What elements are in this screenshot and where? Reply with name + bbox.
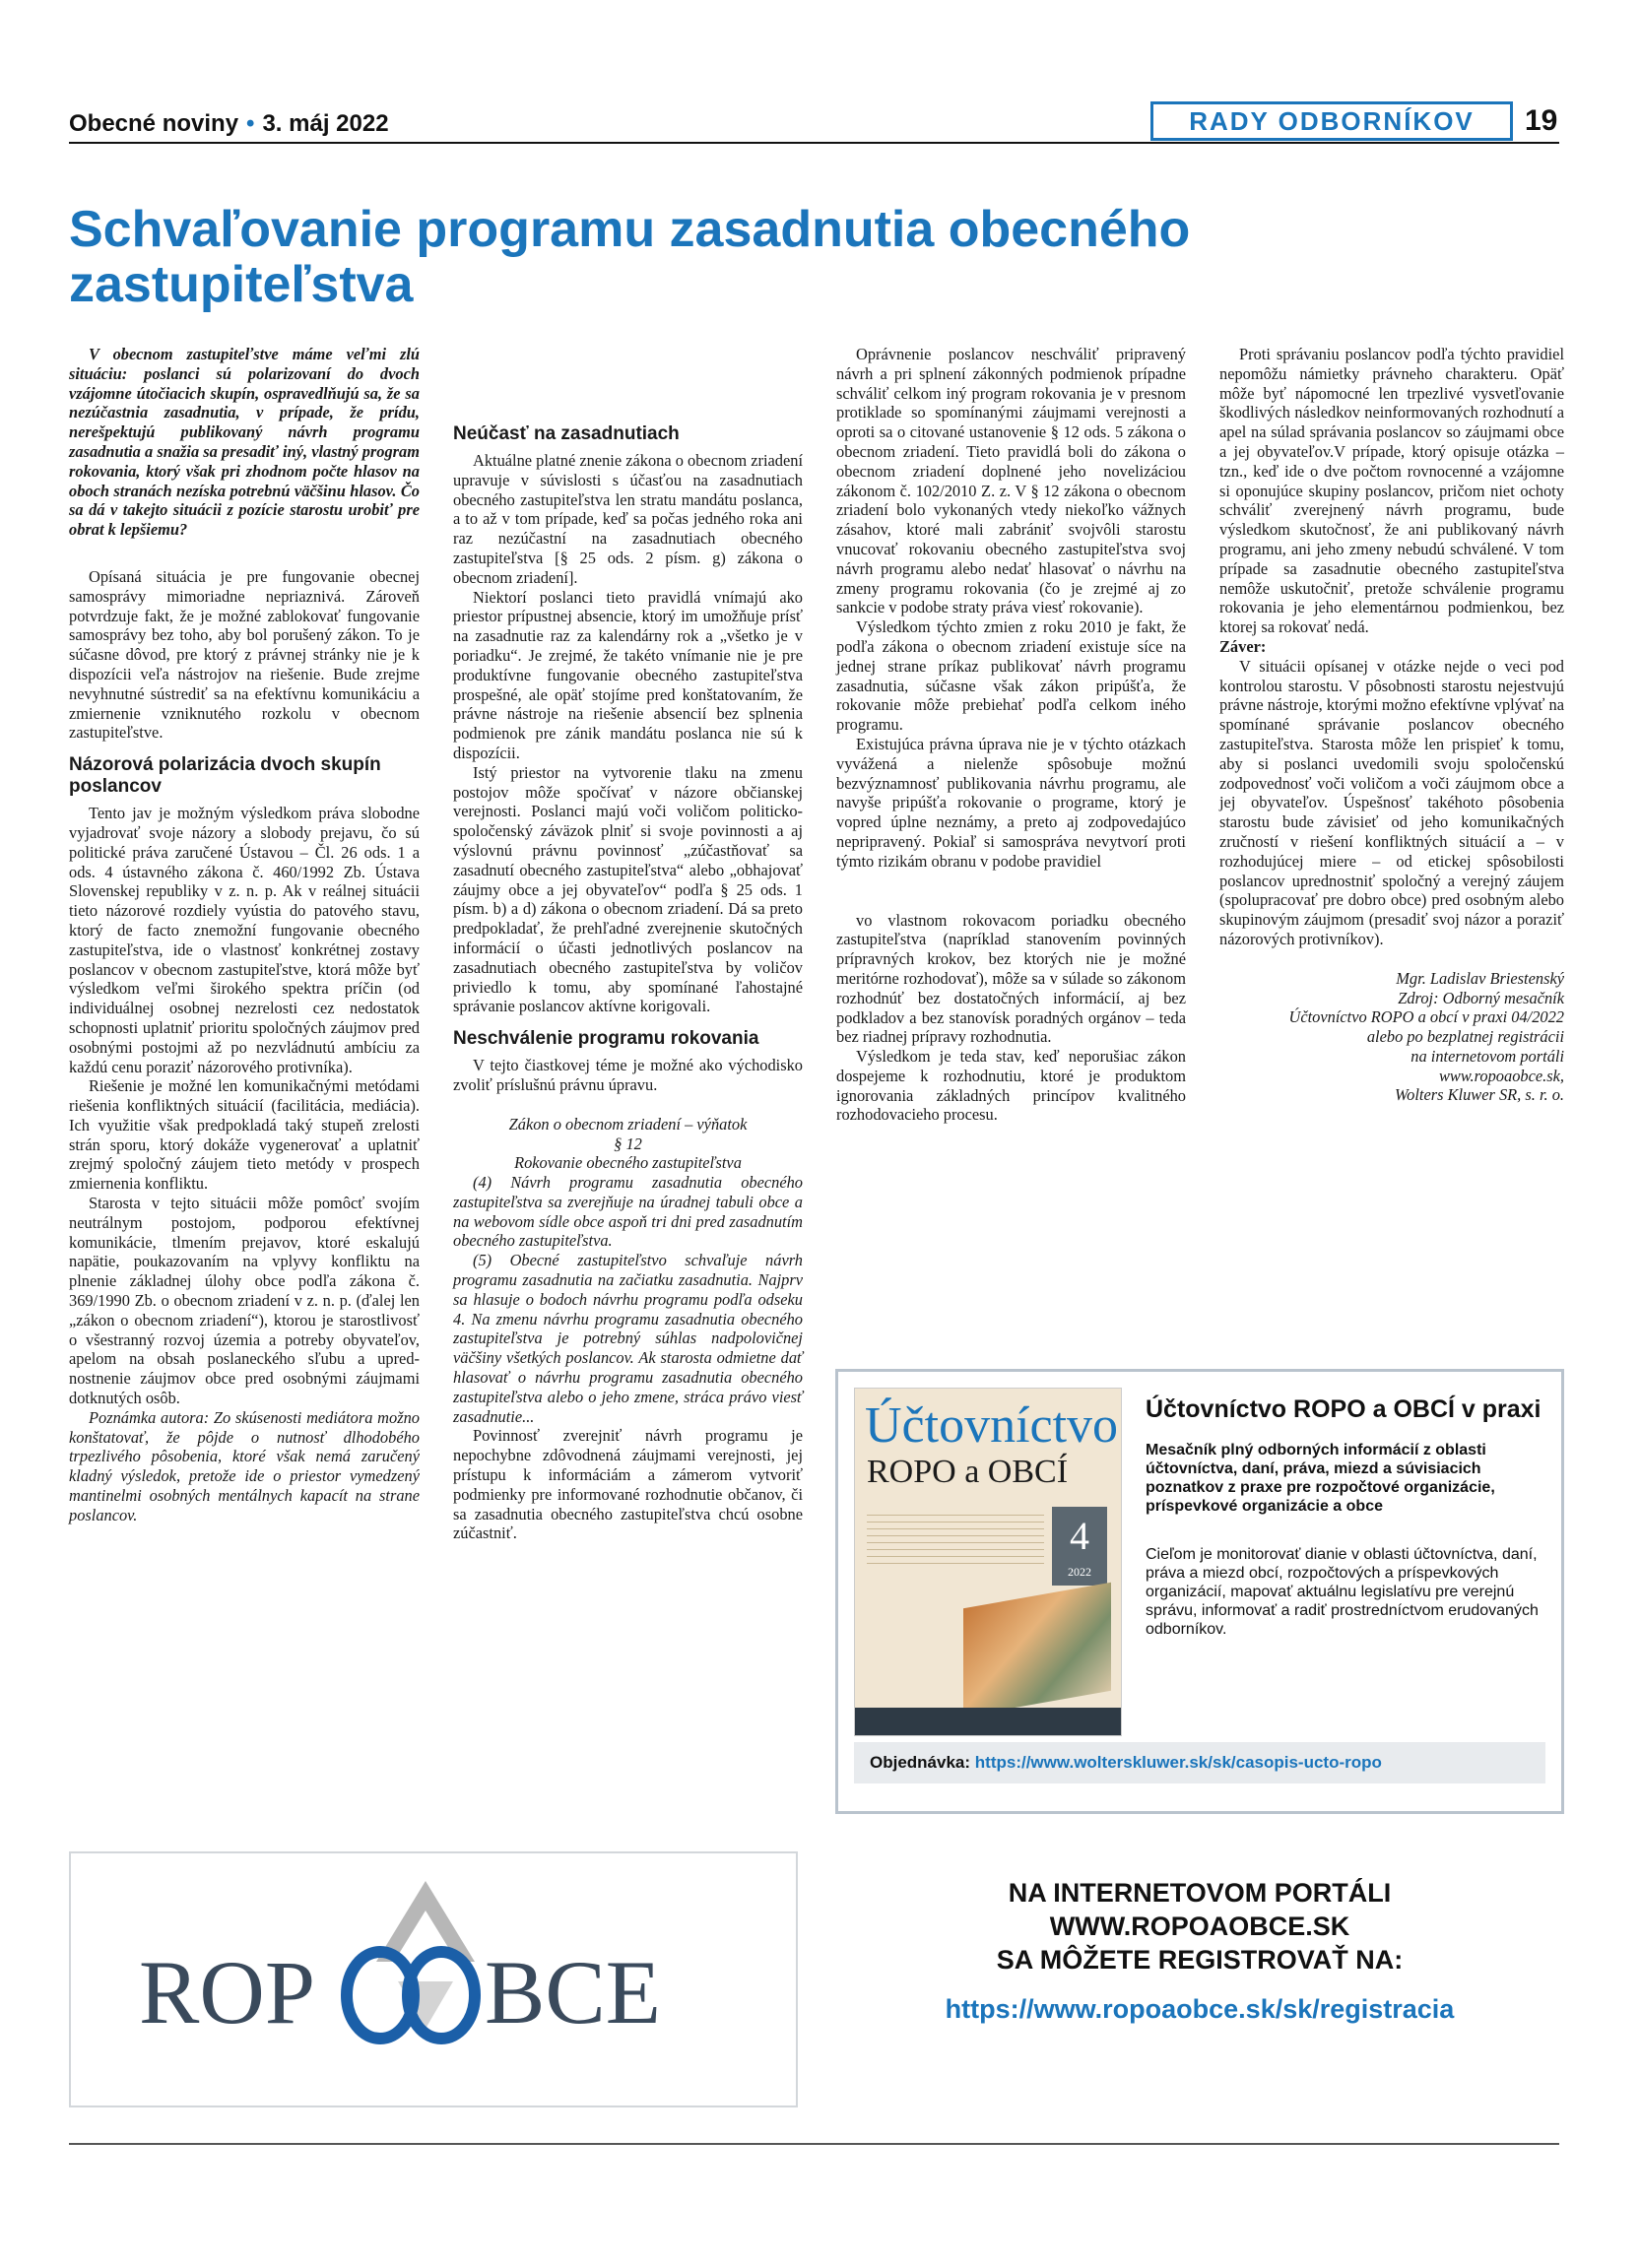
portal-line: NA INTERNETOVOM PORTÁLI (1008, 1878, 1392, 1908)
magazine-cover-image (854, 1388, 1122, 1736)
article-paragraph: Niektorí poslanci tieto pravidlá vnímajú ako priestor prípustnej absencie, ktorý im umožňuje prísť na zasadnutie raz za kalendárny rok a „všetko je v poriadku“. Je zrejmé, že takéto vnímanie nie je pre produktívne fungovanie obecného zastupiteľstva prospešné, ale opäť stojíme pred konštatovaním, že právne nástroje na riešenie absencií bez splnenia podmienok pre zánik mandátu poslanca nie sú k dispozícii. (453, 587, 803, 762)
law-paragraph-5: (5) Obecné zastupiteľstvo schvaľuje návrh programu zasadnutia na začiatku zasadnutia. Najprv sa hlasuje o bodoch návrhu programu podľa odseku 4. Na zmenu návrhu programu zasadnutia obecného zastupiteľstva je potrebný súhlas nadpolovičnej väčšiny všetkých poslancov. Ak starosta odmietne dať hlasovať o návrhu programu zasadnutia obecného zastupiteľstva alebo o jeho zmene, stráca právo viesť zasadnutie... (453, 1251, 803, 1426)
article-column-4 (1219, 345, 1564, 1105)
footer-rule (69, 2143, 1559, 2145)
article-title: Schvaľovanie programu zasadnutia obecného zastupiteľstva (69, 201, 1191, 313)
article-paragraph: Aktuálne platné znenie zákona o obecnom zriadení upravuje v súvislosti s účasťou na zasadnutiach obecného zastupiteľstva len stratu mandátu poslanca, a to až v tom prípade, keď sa počas jedného roka ani raz nezúčastní na zasadnutiach obecného zastupiteľstva [§ 25 ods. 2 písm. g) zákona o obecnom zriadení]. (453, 451, 803, 587)
ad-description: Cieľom je monitorovať dianie v oblasti účtovníctva, daní, práva a miezd obcí, rozpočtových a príspevkových organizácií, mapovať aktuálnu legislatívu pre verejnú správu, informovať a radiť prostredníctvom erudovaných odborníkov. (1146, 1546, 1539, 1638)
order-link[interactable]: https://www.wolterskluwer.sk/sk/casopis-ucto-ropo (974, 1753, 1382, 1772)
article-paragraph: Riešenie je možné len komunikačnými metódami riešenia konfliktných situácií (facilitácia, mediácia). Ich využitie však predpokladá taký stupeň zrelosti strán sporu, ktorý dokáže vygenerovať a uplatniť zrejmý spoločný záujem tieto metódy v prospech zmiernenia konfliktu. (69, 1076, 420, 1194)
logo-text-left: ROP (139, 1942, 315, 2042)
author-note: Poznámka autora: Zo skúsenosti mediátora možno konštatovať, že pôjde o nutnosť dlhodobého trpezlivého pôsobenia, ktoré však nemá zaručený kladný výsledok, pretože ide o priestor vymedzený mantinelmi osobných mentálnych kapacít na strane poslancov. (69, 1407, 420, 1524)
cover-illustration (963, 1583, 1111, 1717)
article-paragraph: Existujúca právna úprava nie je v týchto otázkach vyvážená a nielenže spôsobuje možnú bezvýznamnosť publikovania návrhu programu, ale navyše pripúšťa rokovanie o programe, ktorý je vopred úplne neznámy, a preto aj zodpovedajúco nepripravený. Pokiaľ si samospráva nevytvorí proti týmto rizikám obranu v podobe pravidiel (836, 734, 1186, 871)
source-line: Zdroj: Odborný mesačník (1398, 988, 1564, 1007)
conclusion-label: Záver: (1219, 636, 1267, 656)
source-line: na internetovom portáli (1410, 1046, 1564, 1066)
ad-title: Účtovníctvo ROPO a OBCÍ v praxi (1146, 1395, 1542, 1423)
ad-subtitle: Mesačník plný odborných informácií z oblasti účtovníctva, daní, práva, miezd a súvisiacich poznatkov z praxe pre rozpočtové organizácie, príspevkové organizácie a obce (1146, 1442, 1495, 1515)
article-paragraph: vo vlastnom rokovacom poriadku obecného zastupiteľstva (napríklad stanovením povinných prípravných krokov, bez ktorých nie je možné meritórne rozhodovať), môže sa v súlade so zákonom rozhodnúť bez dostatočných informácií, aj bez podkladov a bez stanovísk poradných orgánov – teda bez riadnej prípravy rozhodnutia. (836, 910, 1186, 1047)
law-name: Rokovanie obecného zastupiteľstva (514, 1153, 742, 1173)
article-paragraph: Proti správaniu poslancov podľa týchto pravidiel nepomôžu námietky právneho charakteru. Opäť môže byť nápomocné len trpezlivé vysvetľovanie škodlivých následkov neinformovaných rozhodnutí a apel na súlad správania poslancov so záujmami obce a jej obyvateľov.V prípade, ktorý opisuje otázka – tzn., keď ide o dve počtom rovnocenné a vzájomne si oponujúce skupiny poslancov, pričom niet ochoty schváliť zverejnený návrh programu, bude výsledkom skutočnosť, že ani publikovaný návrh programu, ani jeho zmeny nebudú schválené. V tom prípade sa zasadnutie obecného zastupiteľstva nemôže uskutočniť, pretože schválenie programu rokovania je jeho elementárnou podmienkou, bez ktorej sa rokovať nedá. (1219, 345, 1564, 637)
cover-title: Účtovníctvo (865, 1397, 1119, 1454)
order-label: Objednávka: (870, 1753, 971, 1772)
article-paragraph: Výsledkom týchto zmien z roku 2010 je fakt, že podľa zákona o obecnom zriadení existuje síce na jednej strane príkaz publikovať návrh programu zasadnutia, súčasne však zákon pripúšťa, že rokovanie môže prebiehať podľa celkom iného programu. (836, 617, 1186, 735)
article-paragraph: Povinnosť zverejniť návrh programu je nepochybne zdôvodnená záujmami verejnosti, jej prístupu k informáciám a zámerom vytvoriť podmienky pre informované rozhodnutie občanov, či sa zasadnutia obecného zastupiteľstva chcú osobne zúčastniť. (453, 1426, 803, 1543)
article-paragraph: V situácii opísanej v otázke nejde o veci pod kontrolou starostu. V pôsobnosti starostu nejestvujú právne nástroje, ktorými možno efektívne vplývať na spomínané správanie poslancov obecného zastupiteľstva. Starosta môže len prispieť k tomu, aby si poslanci uvedomili svoju spoločenskú zodpovednosť voči voličom a voči záujmom obce a jej obyvateľov. Úspešnosť takéhoto pôsobenia starostu bude závisieť od jeho komunikačných zručností v riešení konfliktných situácií a – v rozhodujúcej miere – od etickej spôsobilosti poslancov uprednostniť spoločný a verejný záujem (spolupracovať pre dobro obce) pred osobným alebo skupinovým záujmom (presadiť svoj názor a poraziť názorových protivníkov). (1219, 656, 1564, 948)
portal-line: WWW.ROPOAOBCE.SK (1049, 1912, 1350, 1941)
portal-registration-info (835, 1876, 1564, 2026)
article-paragraph: Istý priestor na vytvorenie tlaku na zmenu postojov môže spočívať v názore občianskej verejnosti. Poslanci majú voči voličom politicko-spoločenský záväzok plniť si svoje povinnosti a aj výslovnú právnu povinnosť „zúčastňovať sa zasadnutí obecného zastupiteľstva“ alebo „obhajovať záujmy obce a jej obyvateľov“ podľa § 25 ods. 1 písm. b) a d) zákona o obecnom zriadení. Dá sa preto predpokladať, že prehľadné zverejnenie skutočných informácií o účasti jednotlivých poslancov na zasadnutiach obecného zastupiteľstva by voličov priviedlo k tomu, aby spomínané ľahostajné správanie poslancov aktívne korigovali. (453, 762, 803, 1016)
article-paragraph: Opísaná situácia je pre fungovanie obecnej samosprávy mimoriadne nepriaznivá. Zároveň potvrdzuje fakt, že je možné zablokovať fungovanie samosprávy bez toho, aby bol porušený zákon. To je súčasne dôvod, pre ktorý z právnej stránky nie je k dispozícii veľa nástrojov na riešenie. Bude zrejme nevyhnutné sústrediť sa na efektívnu komunikáciu a zmiernenie vzniknutého rozkolu v obecnom zastupiteľstve. (69, 566, 420, 743)
law-paragraph-4: (4) Návrh programu zasadnutia obecného zastupiteľstva sa zverejňuje na úradnej tabuli obce a na webovom sídle obce aspoň tri dni pred zasadnutím obecného zastupiteľstva. (453, 1173, 803, 1251)
author-name: Mgr. Ladislav Briestenský (1396, 968, 1564, 988)
publisher: Wolters Kluwer SR, s. r. o. (1395, 1085, 1564, 1105)
magazine-advertisement (835, 1369, 1564, 1814)
registration-link[interactable]: https://www.ropoaobce.sk/sk/registracia (945, 1994, 1455, 2024)
ropoaobce-logo-box (69, 1851, 798, 2107)
article-paragraph: Starosta v tejto situácii môže pomôcť svojím neutrálnym postojom, podporou efektívnej komunikácie, tlmením prejavov, ktoré eskalujú napätie, poukazovaním na vplyvy konfliktu na plnenie základnej úlohy obce podľa zákona č. 369/1990 Zb. o obecnom zriadení v z. n. p. (ďalej len „zákon o obecnom zriadení“), ktorou je starostlivosť o všestranný rozvoj územia a potreby obyvateľov, apelom na obsah poslaneckého sľubu a uprednostnenie záujmov obce pred osobnými záujmami dotknutých osôb. (69, 1194, 420, 1408)
article-paragraph: Tento jav je možným výsledkom práva slobodne vyjadrovať svoje názory a slobody prejavu, čo sú politické práva zaručené Ústavou – Čl. 26 ods. 1 a ods. 4 ústavného zákona č. 460/1992 Zb. Ústava Slovenskej republiky v z. n. p. Ak v reálnej situácii tieto názorové rozdiely vyústia do patového stavu, ktorý de facto znemožní fungovanie obecného zastupiteľstva, ide o vlastnosť konkrétnej zostavy poslancov v obecnom zastupiteľstve, ktorá môže byť výsledkom veľmi širokého spektra príčin (od individuálnej osobnej nezrelosti cez nedostatok schopnosti uplatniť prioritu spoločných záujmov pred osobnými postojmi až po nezvládnutú ambíciu za každú cenu poraziť názorového protivníka). (69, 804, 420, 1076)
article-column-1 (69, 345, 420, 1525)
source-line: Účtovníctvo ROPO a obcí v praxi 04/2022 (1288, 1007, 1564, 1027)
article-paragraph: V tejto čiastkovej téme je možné ako východisko zvoliť príslušnú právnu úpravu. (453, 1056, 803, 1094)
article-paragraph: Oprávnenie poslancov neschváliť pripravený návrh a pri splnení zákonných podmienok prípadne schváliť celkom iný program rokovania je v presnom protiklade so spomínanými záujmami verejnosti a oproti sa o citované ustanovenie § 12 ods. 5 zákona o obecnom zriadení. Tieto pravidlá boli do zákona o obecnom zriadení doplnené jeho novelizáciou zákonom č. 102/2010 Z. z. V § 12 zákona o obecnom zriadení bolo vykonaných vtedy niekoľko vážnych zásahov, ktoré mali zabrániť svojvôli starostu vnucovať rokovaniu obecného zastupiteľstva svoj návrh programu alebo nedať hlasovať o návrhu na zmeny programu rokovania (čo je zrejmé aj zo sankcie v podobe straty práva viesť rokovanie). (836, 345, 1186, 617)
article-column-3 (836, 345, 1186, 1125)
newspaper-name: Obecné noviny (69, 110, 239, 137)
header-rule (69, 142, 1559, 144)
source-url: www.ropoaobce.sk, (1438, 1066, 1564, 1085)
section-label: RADY ODBORNÍKOV (1150, 101, 1513, 141)
section-heading: Názorová polarizácia dvoch skupín poslancov (69, 754, 381, 798)
header-publication (69, 110, 389, 138)
cover-issue-number: 4 2022 (1052, 1507, 1107, 1586)
article-column-2 (453, 345, 803, 1543)
ropoaobce-logo (71, 1853, 796, 2106)
section-heading: Neschválenie programu rokovania (453, 1028, 759, 1050)
source-line: alebo po bezplatnej registrácii (1366, 1027, 1564, 1047)
article-lead-question: V obecnom zastupiteľstve máme veľmi zlú situáciu: poslanci sú polarizovaní do dvoch vzájomne útočiacich skupín, ospravedlňujú sa, že sa nezúčastnia zasadnutia, v prípade, že prídu, nerešpektujú publikovaný návrh programu zasadnutia a snažia sa presadiť iný, vlastný program rokovania, ktorý však pri zhodnom počte hlasov na oboch stranách nezíska potrebnú väčšinu hlasov. Čo sa dá v takejto situácii z pozície starostu urobiť pre obrat k lepšiemu? (69, 345, 420, 540)
law-excerpt-title: Zákon o obecnom zriadení – výňatok (508, 1114, 748, 1134)
cover-contents (867, 1509, 1044, 1564)
separator-dot: • (246, 110, 255, 137)
portal-line: SA MÔŽETE REGISTROVAŤ NA: (996, 1945, 1404, 1975)
logo-text-right: BCE (485, 1942, 661, 2042)
issue-date: 3. máj 2022 (262, 110, 389, 137)
cover-subtitle: ROPO a OBCÍ (867, 1454, 1069, 1490)
order-bar (854, 1742, 1545, 1783)
page-number: 19 (1525, 104, 1558, 137)
law-section: § 12 (614, 1134, 642, 1153)
cover-footer-strip (855, 1708, 1121, 1735)
section-heading: Neúčasť na zasadnutiach (453, 423, 680, 444)
article-paragraph: Výsledkom je teda stav, keď neporušiac zákon dospejeme k rozhodnutiu, ktoré je produktom ignorovania základných princípov kvalitného rozhodovacieho procesu. (836, 1047, 1186, 1125)
